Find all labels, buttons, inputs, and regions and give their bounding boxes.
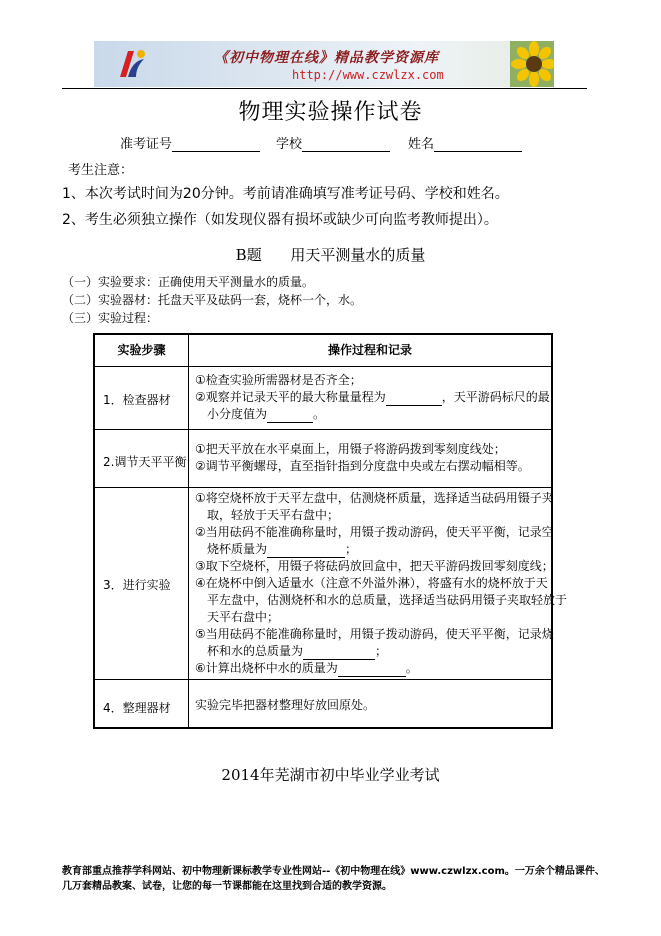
sunflower-icon — [510, 41, 554, 87]
operation-line: ④在烧杯中倒入适量水（注意不外溢外淋），将盛有水的烧杯放于天 — [195, 576, 548, 590]
section-requirement: （一）实验要求：正确使用天平测量水的质量。 — [62, 275, 315, 289]
question-title — [0, 244, 661, 265]
header-step: 实验步骤 — [117, 343, 166, 357]
banner-url[interactable]: http://www.czwlzx.com — [292, 68, 444, 82]
step-operations — [195, 441, 551, 475]
exam-number-field[interactable] — [120, 133, 260, 152]
table-rule — [95, 679, 551, 680]
operation-text: ； — [345, 542, 358, 556]
footer-line: 教育部重点推荐学科网站、初中物理新课标教学专业性网站--《初中物理在线》www.czwlzx.com。一万余个精品课件、 — [62, 866, 605, 877]
operation-line: ②调节平衡螺母，直至指针指到分度盘中央或左右摆动幅相等。 — [195, 459, 530, 473]
step-operations — [195, 490, 568, 677]
notice-item: 1、本次考试时间为20分钟。考前请准确填写准考证号码、学校和姓名。 — [62, 186, 509, 202]
operation-text: ，天平游码标尺的最 — [441, 390, 550, 404]
question-label: B题 — [235, 246, 262, 264]
operation-line: ②当用砝码不能准确称量时，用镊子拨动游码，使天平平衡，记录空 — [195, 525, 554, 539]
procedure-table — [93, 333, 568, 729]
school-blank[interactable] — [302, 138, 390, 152]
site-logo-icon — [114, 47, 148, 81]
notice-heading: 考生注意： — [68, 163, 134, 178]
school-field[interactable] — [276, 133, 390, 152]
exam-name: 2014年芜湖市初中毕业学业考试 — [221, 766, 440, 784]
step-operations — [195, 697, 551, 714]
operation-line — [195, 389, 551, 406]
exam-number-blank[interactable] — [172, 138, 260, 152]
operation-line: ⑤当用砝码不能准确称量时，用镊子拨动游码，使天平平衡，记录烧 — [195, 627, 554, 641]
operation-line: ①检查实验所需器材是否齐全； — [195, 373, 362, 387]
operation-text: 。 — [405, 661, 418, 675]
step-operations — [195, 372, 551, 423]
header-rule — [62, 88, 587, 89]
question-name: 用天平测量水的质量 — [290, 246, 426, 264]
operation-line: ①把天平放在水平桌面上，用镊子将游码拨到零刻度线处； — [195, 442, 506, 456]
operation-text: ⑥计算出烧杯中水的质量为 — [195, 661, 338, 675]
operation-line — [195, 660, 551, 677]
step-label: 3．进行实验 — [103, 578, 171, 592]
header-banner — [94, 41, 554, 87]
step-label: 4．整理器材 — [103, 701, 171, 715]
name-label: 姓名 — [408, 137, 435, 152]
exam-number-label: 准考证号 — [120, 137, 173, 152]
operation-line — [195, 541, 551, 558]
table-rule — [95, 429, 551, 430]
school-label: 学校 — [276, 137, 303, 152]
name-blank[interactable] — [434, 138, 522, 152]
operation-line: ③取下空烧杯，用镊子将砝码放回盒中，把天平游码拨回零刻度线； — [195, 559, 554, 573]
footer-line: 几万套精品教案、试卷，让您的每一节课都能在这里找到合适的教学资源。 — [62, 881, 392, 892]
notice-item: 2、考生必须独立操作（如发现仪器有损坏或缺少可向监考教师提出）。 — [62, 212, 498, 228]
step-label: 1．检查器材 — [103, 393, 171, 407]
name-field[interactable] — [408, 133, 522, 152]
table-rule — [95, 487, 551, 488]
banner-title: 《初中物理在线》精品教学资源库 — [214, 50, 439, 66]
operation-line: 实验完毕把器材整理好放回原处。 — [195, 698, 376, 712]
answer-blank[interactable] — [267, 410, 313, 423]
operation-line: 取，轻放于天平右盘中； — [207, 508, 340, 522]
operation-text: 杯和水的总质量为 — [207, 644, 304, 658]
operation-text: 。 — [313, 407, 326, 421]
operation-line — [195, 406, 551, 423]
step-label: 2.调节天平平衡 — [103, 455, 187, 469]
operation-line: ①将空烧杯放于天平左盘中，估测烧杯质量，选择适当砝码用镊子夹 — [195, 491, 554, 505]
answer-blank[interactable] — [386, 393, 442, 406]
operation-line: 平左盘中，估测烧杯和水的总质量，选择适当砝码用镊子夹取轻放于 — [207, 593, 568, 607]
answer-blank[interactable] — [303, 647, 375, 660]
operation-line — [195, 643, 551, 660]
operation-text: ②观察并记录天平的最大称量量程为 — [195, 390, 386, 404]
answer-blank[interactable] — [338, 664, 406, 677]
operation-text: 小分度值为 — [207, 407, 268, 421]
table-rule — [95, 366, 551, 367]
header-operation: 操作过程和记录 — [327, 343, 412, 357]
page-footer — [62, 864, 605, 894]
page-title: 物理实验操作试卷 — [238, 100, 423, 125]
table-divider — [188, 335, 189, 727]
section-equipment: （二）实验器材：托盘天平及砝码一套，烧杯一个，水。 — [62, 293, 363, 307]
operation-line: 天平右盘中； — [207, 610, 280, 624]
answer-blank[interactable] — [267, 545, 345, 558]
section-process: （三）实验过程： — [62, 311, 159, 325]
operation-text: ； — [375, 644, 388, 658]
operation-text: 烧杯质量为 — [207, 542, 268, 556]
